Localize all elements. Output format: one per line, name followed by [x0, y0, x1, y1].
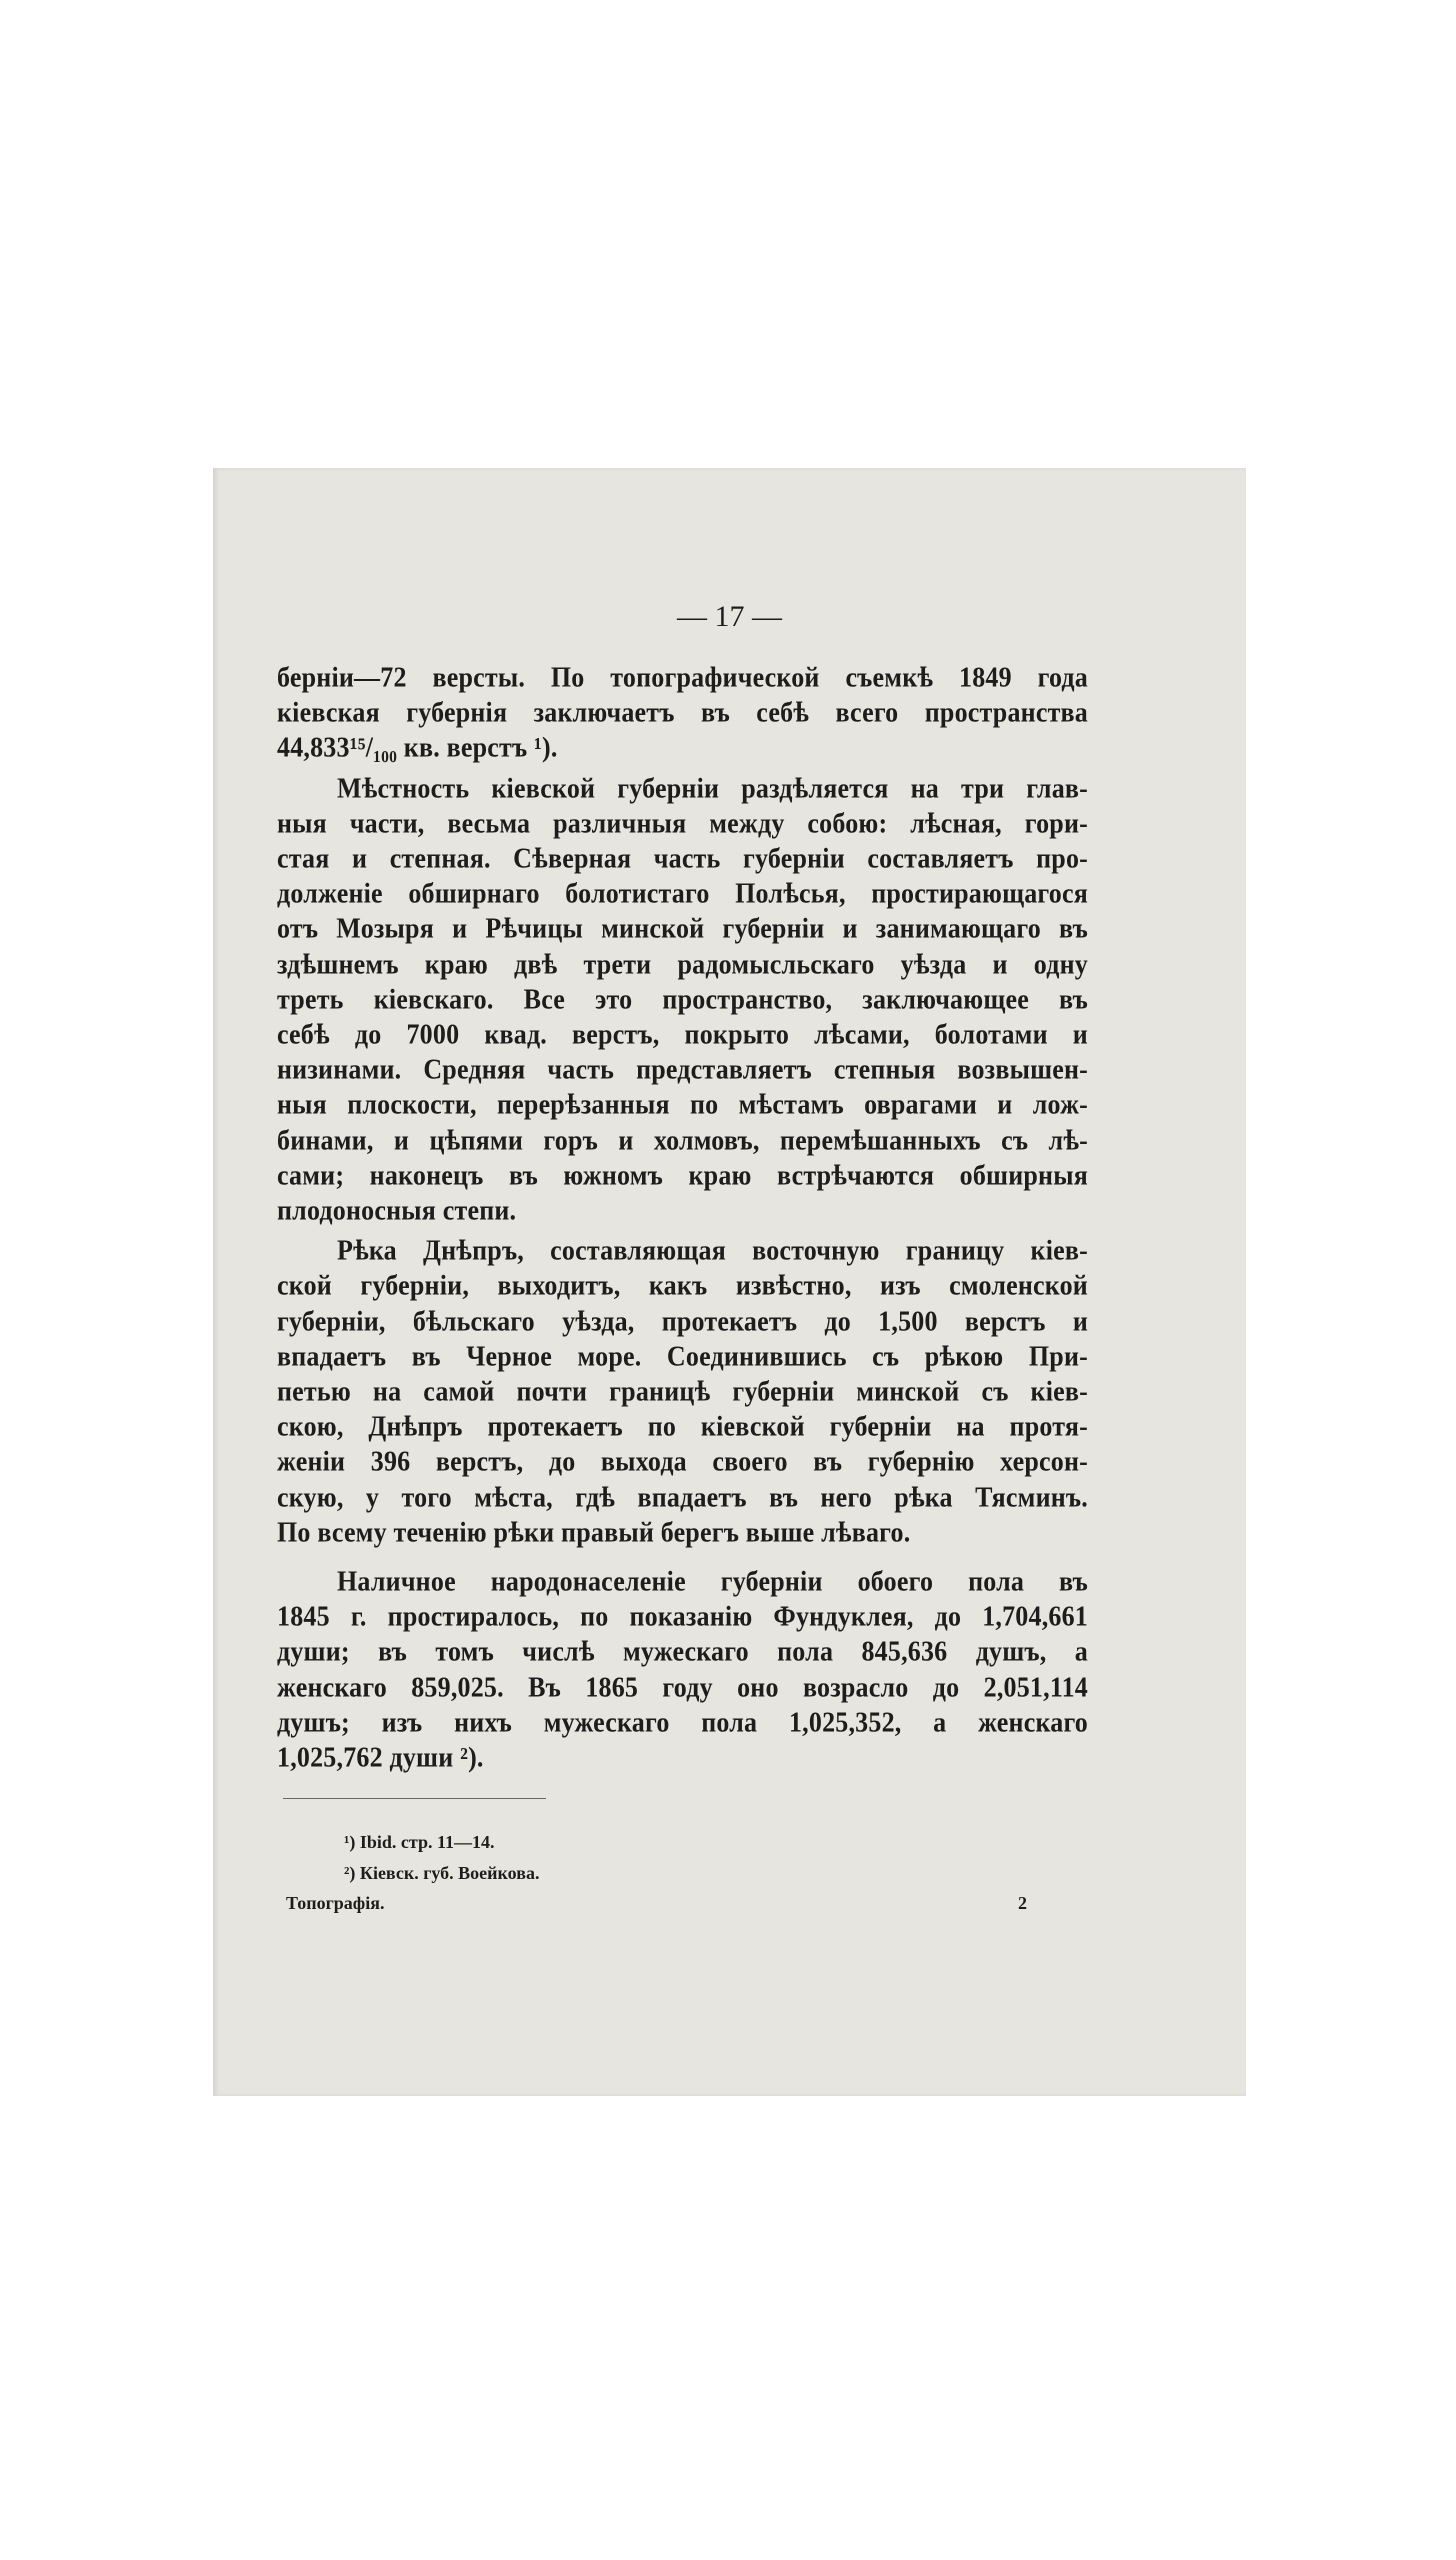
- text-line: низинами. Средняя часть представляетъ степныя возвышен-: [277, 1053, 1088, 1086]
- text-line: здѣшнемъ краю двѣ трети радомысльскаго уѣзда и одну: [277, 948, 1088, 980]
- footnote-divider: [283, 1798, 546, 1799]
- footnote-1: ¹) Ibid. стр. 11—14.: [344, 1832, 495, 1852]
- text-line: скую, у того мѣста, гдѣ впадаетъ въ него рѣка Тясминъ.: [277, 1481, 1088, 1513]
- text-line: отъ Мозыря и Рѣчицы минской губерніи и занимающаго въ: [277, 913, 1088, 945]
- text-line: ской губерніи, выходитъ, какъ извѣстно, изъ смоленской: [277, 1270, 1088, 1302]
- text-line: сами; наконецъ въ южномъ краю встрѣчаются обширныя: [277, 1159, 1088, 1191]
- text-line: душъ; изъ нихъ мужескаго пола 1,025,352, а женскаго: [277, 1706, 1088, 1738]
- text-line: кіевская губернія заключаетъ въ себѣ всего пространства: [277, 696, 1088, 729]
- text-line: По всему теченію рѣки правый берегъ выше лѣваго.: [277, 1516, 911, 1548]
- text-line: впадаетъ въ Черное море. Соединившись съ рѣкою При-: [277, 1340, 1088, 1372]
- text-line: 1,025,762 души ²).: [277, 1741, 484, 1774]
- page-number: — 17 —: [677, 600, 782, 633]
- text-line: скою, Днѣпръ протекаетъ по кіевской губерніи на протя-: [277, 1410, 1088, 1443]
- text-line: ныя части, весьма различныя между собою: лѣсная, гори-: [277, 807, 1088, 839]
- text-line: долженіе обширнаго болотистаго Полѣсья, простирающагося: [277, 877, 1088, 910]
- text-line: женскаго 859,025. Въ 1865 году оно возрасло до 2,051,114: [277, 1671, 1088, 1703]
- text-line: плодоносныя степи.: [277, 1194, 517, 1227]
- text-line: берніи—72 версты. По топографической съемкѣ 1849 года: [277, 661, 1088, 694]
- text-line: Мѣстность кіевской губерніи раздѣляется на три глав-: [337, 772, 1088, 804]
- signature-mark: Топографія.: [286, 1893, 385, 1913]
- text-line: 44,833¹⁵/₁₀₀ кв. верстъ ¹).: [277, 732, 558, 764]
- text-line: ныя плоскости, перерѣзанныя по мѣстамъ оврагами и лож-: [277, 1089, 1088, 1121]
- signature-number: 2: [1018, 1893, 1027, 1913]
- text-line: себѣ до 7000 квад. верстъ, покрыто лѣсами, болотами и: [277, 1018, 1088, 1051]
- text-line: души; въ томъ числѣ мужескаго пола 845,636 душъ, а: [277, 1636, 1088, 1668]
- text-line: бинами, и цѣпями горъ и холмовъ, перемѣшанныхъ съ лѣ-: [277, 1124, 1088, 1156]
- text-line: 1845 г. простиралось, по показанію Фундуклея, до 1,704,661: [277, 1600, 1088, 1633]
- footnote-2: ²) Кіевск. губ. Воейкова.: [344, 1863, 540, 1883]
- text-line: петью на самой почти границѣ губерніи минской съ кіев-: [277, 1375, 1088, 1408]
- text-line: треть кіевскаго. Все это пространство, заключающее въ: [277, 983, 1088, 1015]
- text-line: губерніи, бѣльскаго уѣзда, протекаетъ до 1,500 верстъ и: [277, 1305, 1088, 1337]
- text-line: Рѣка Днѣпръ, составляющая восточную границу кіев-: [337, 1234, 1088, 1267]
- text-line: Наличное народонаселеніе губерніи обоего пола въ: [337, 1565, 1088, 1598]
- text-line: женіи 396 верстъ, до выхода своего въ губернію херсон-: [277, 1446, 1088, 1478]
- text-line: стая и степная. Сѣверная часть губерніи составляетъ про-: [277, 842, 1088, 875]
